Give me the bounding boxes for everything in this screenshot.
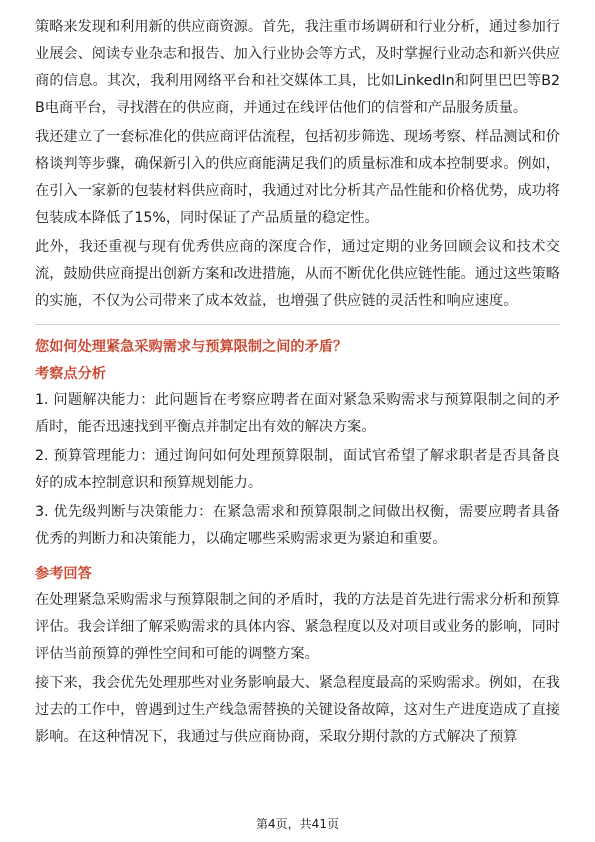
intro-paragraph: 此外，我还重视与现有优秀供应商的深度合作，通过定期的业务回顾会议和技术交流，鼓励供应商提出创新方案和改进措施，从而不断优化供应链性能。通过这些策略的实施，不仅为公司带来了成本效益，也增强了供应链的灵活性和响应速度。 (35, 239, 560, 309)
analysis-item: 3. 优先级判断与决策能力：在紧急需求和预算限制之间做出权衡，需要应聘者具备优秀的判断力和决策能力，以确定哪些采购需求更为紧迫和重要。 (35, 504, 560, 547)
analysis-heading: 考察点分析 (35, 366, 106, 382)
intro-paragraph: 我还建立了一套标准化的供应商评估流程，包括初步筛选、现场考察、样品测试和价格谈判等步骤，确保新引入的供应商能满足我们的质量标准和成本控制要求。例如，在引入一家新的包装材料供应商时，我通过对比分析其产品性能和价格优势，成功将包装成本降低了15%，同时保证了产品质量的稳定性。 (35, 129, 560, 226)
answer-paragraph: 接下来，我会优先处理那些对业务影响最大、紧急程度最高的采购需求。例如，在我过去的工作中，曾遇到过生产线急需替换的关键设备故障，这对生产进度造成了直接影响。在这种情况下，我通过与供应商协商，采取分期付款的方式解决了预算 (35, 675, 560, 745)
intro-paragraph: 策略来发现和利用新的供应商资源。首先，我注重市场调研和行业分析，通过参加行业展会、阅读专业杂志和报告、加入行业协会等方式，及时掌握行业动态和新兴供应商的信息。其次，我利用网络平台和社交媒体工具，比如LinkedIn和阿里巴巴等B2B电商平台，寻找潜在的供应商，并通过在线评估他们的信誉和产品服务质量。 (35, 19, 560, 116)
analysis-item: 1. 问题解决能力：此问题旨在考察应聘者在面对紧急采购需求与预算限制之间的矛盾时，能否迅速找到平衡点并制定出有效的解决方案。 (35, 392, 560, 435)
answer-paragraph: 在处理紧急采购需求与预算限制之间的矛盾时，我的方法是首先进行需求分析和预算评估。我会详细了解采购需求的具体内容、紧急程度以及对项目或业务的影响，同时评估当前预算的弹性空间和可能的调整方案。 (35, 592, 560, 662)
document-page (35, 14, 560, 753)
answer-heading: 参考回答 (35, 566, 92, 582)
page-number: 第4页，共41页 (256, 817, 339, 831)
section-divider (35, 324, 560, 325)
analysis-item: 2. 预算管理能力：通过询问如何处理预算限制，面试官希望了解求职者是否具备良好的成本控制意识和预算规划能力。 (35, 448, 560, 491)
question-title: 您如何处理紧急采购需求与预算限制之间的矛盾？ (35, 339, 348, 355)
